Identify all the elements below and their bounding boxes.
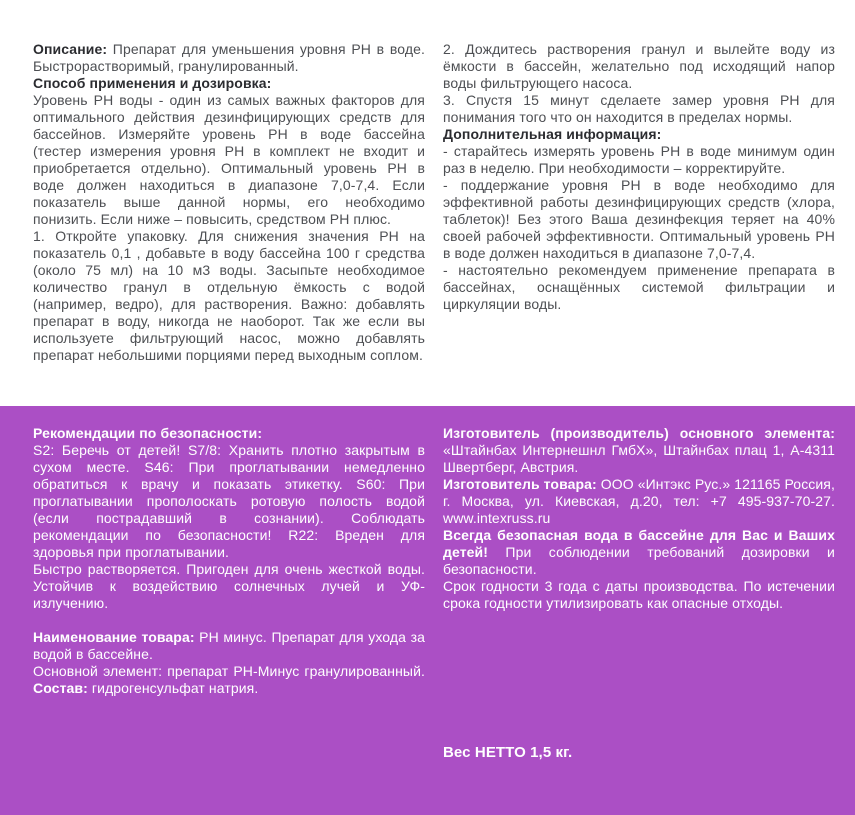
description-text: Препарат для уменьшения уровня PH в воде. Быстрорастворимый, гранулированный. — [33, 41, 425, 74]
product-manufacturer-text: ООО «Интэкс Рус.» 121165 Россия, г. Москва, ул. Киевская, д.20, тел: +7 495-937-70-27. www.intexruss.ru — [443, 476, 835, 526]
instructions-columns — [33, 41, 835, 364]
safety-heading: Рекомендации по безопасности: — [33, 425, 263, 441]
step-1-paragraph: 1. Откройте упаковку. Для снижения значения PH на показатель 0,1 , добавьте в воду бассейна 100 г средства (около 75 мл) на 10 м3 воды. Засыпьте необходимое количество гранул в отдельную ёмкость с водой (например, ведро), для растворения. Важно: добавлять препарат в воду, никогда не наоборот. Так же если вы используете фильтрующий насос, можно добавлять препарат небольшими порциями перед выходным соплом. — [33, 228, 425, 363]
composition-label: Состав: — [33, 680, 88, 696]
usage-heading: Способ применения и дозировка: — [33, 75, 272, 91]
description-paragraph — [33, 41, 425, 75]
safety-columns — [33, 425, 835, 761]
composition-text: гидрогенсульфат натрия. — [91, 680, 259, 696]
element-manufacturer-text: «Штайнбах Интернешнл ГмбХ», Штайнбах плац 1, A-4311 Швертберг, Австрия. — [443, 442, 835, 475]
slogan-label: Всегда безопасная вода в бассейне для Вас и Ваших детей! — [443, 527, 835, 560]
usage-instructions-section — [0, 0, 855, 406]
additional-info-heading: Дополнительная информация: — [443, 126, 662, 142]
product-name-text: PH минус. Препарат для ухода за водой в бассейне. — [33, 629, 425, 662]
instructions-column-right — [443, 41, 835, 364]
step-3-paragraph: 3. Спустя 15 минут сделаете замер уровня PH для понимания того что он находится в пределах нормы. — [443, 92, 835, 125]
product-name-paragraph — [33, 629, 425, 663]
net-weight: Вес НЕТТО 1,5 кг. — [443, 744, 573, 761]
composition-paragraph — [33, 663, 425, 697]
shelf-life-paragraph: Срок годности 3 года с даты производства. По истечении срока годности утилизировать как опасные отходы. — [443, 578, 835, 611]
tip-measure-ph: - старайтесь измерять уровень PH в воде минимум один раз в неделю. При необходимости – корректируйте. — [443, 143, 835, 176]
element-manufacturer-label: Изготовитель (производитель) основного элемента: — [443, 425, 835, 441]
product-name-label: Наименование товара: — [33, 629, 195, 645]
usage-paragraph: Уровень PH воды - один из самых важных факторов для оптимального действия дезинфицирующих средств для бассейнов. Измеряйте уровень PH в воде бассейна (тестер измерения уровня PH в комплект не входит и приобретается отдельно). Оптимальный уровень PH в воде должен находиться в диапазоне 7,0-7,4. Если показатель выше данной нормы, его необходимо понизить. Если ниже – повысить, средством PH плюс. — [33, 92, 425, 227]
product-manufacturer-paragraph — [443, 476, 835, 527]
slogan-text: При соблюдении требований дозировки и безопасности. — [443, 544, 835, 577]
instructions-column-left — [33, 41, 425, 364]
step-2-paragraph: 2. Дождитесь растворения гранул и вылейте воду из ёмкости в бассейн, желательно под исходящий напор воды фильтрующего насоса. — [443, 41, 835, 91]
safety-codes-paragraph: S2: Беречь от детей! S7/8: Хранить плотно закрытым в сухом месте. S46: При проглатывании немедленно обратиться к врачу и показать этикетку. S60: При проглатывании прополоскать ротовую полость водой (если пострадавший в сознании). Соблюдать рекомендации по безопасности! R22: Вреден для здоровья при проглатывании. — [33, 442, 425, 560]
product-manufacturer-label: Изготовитель товара: — [443, 476, 597, 492]
safety-column-left — [33, 425, 425, 761]
description-label: Описание: — [33, 41, 108, 57]
element-manufacturer-paragraph — [443, 425, 835, 476]
tip-maintain-ph: - поддержание уровня PH в воде необходимо для эффективной работы дезинфицирующих средств (хлора, таблеток)! Без этого Ваша дезинфекция теряет на 40% своей рабочей эффективности. Оптимальный уровень PH в воде должен находиться в диапазоне 7,0-7,4. — [443, 177, 835, 261]
slogan-paragraph — [443, 527, 835, 578]
properties-paragraph: Быстро растворяется. Пригоден для очень жесткой воды. Устойчив к воздействию солнечных лучей и УФ-излучению. — [33, 561, 425, 611]
safety-column-right — [443, 425, 835, 761]
tip-filtration: - настоятельно рекомендуем применение препарата в бассейнах, оснащённых системой фильтрации и циркуляции воды. — [443, 262, 835, 312]
safety-manufacturer-section — [0, 406, 855, 815]
composition-prefix: Основной элемент: препарат PH-Минус гранулированный. — [33, 663, 425, 679]
